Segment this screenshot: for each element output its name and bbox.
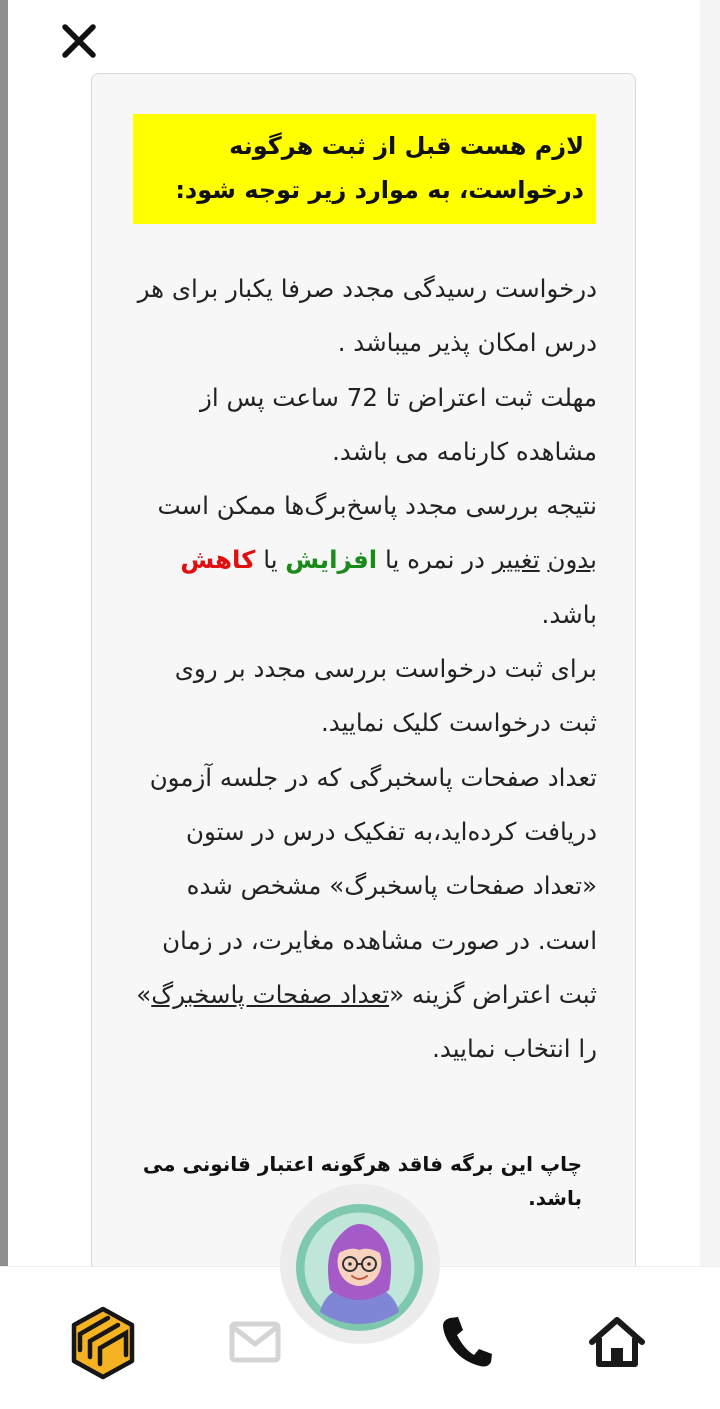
increase-word: افزایش <box>285 545 378 575</box>
underlined-change: تغییر <box>492 545 540 575</box>
contact-phone-button[interactable] <box>422 1300 508 1386</box>
rule-deadline: مهلت ثبت اعتراض تا 72 ساعت پس از مشاهده کارنامه می باشد. <box>200 382 597 466</box>
modal-side-strip <box>700 0 720 1266</box>
print-disclaimer: چاپ این برگه فاقد هرگونه اعتبار قانونی می باشد. <box>142 1152 582 1210</box>
decrease-word: کاهش <box>180 545 256 575</box>
phone-icon <box>422 1300 508 1386</box>
rule-result <box>132 479 597 642</box>
app-home-logo-button[interactable] <box>60 1300 146 1386</box>
rule-result-text: نتیجه بررسی مجدد پاسخ‌برگ‌ها ممکن است <box>157 491 597 521</box>
rule-answer-sheets-text: تعداد صفحات پاسخبرگی که در جلسه آزمون دریافت کرده‌اید،به تفکیک درس در ستون «تعداد صفحات پاسخبرگ» مشخص شده است. در صورت مشاهده مغایرت، در زمان ثبت اعتراض گزینه « <box>149 762 597 1009</box>
rule-result-or: یا <box>255 545 286 575</box>
notice-line-1: لازم هست قبل از ثبت هرگونه <box>229 132 584 160</box>
cube-logo-icon <box>60 1300 146 1386</box>
underlined-without: بدون <box>547 545 597 575</box>
close-icon <box>58 20 100 62</box>
mail-icon <box>212 1300 298 1386</box>
support-avatar-icon <box>296 1204 423 1331</box>
notice-highlight <box>133 114 596 224</box>
home-button[interactable] <box>574 1300 660 1386</box>
rule-how-to-submit: برای ثبت درخواست بررسی مجدد بر روی ثبت درخواست کلیک نمایید. <box>174 654 597 738</box>
notice-line-2: درخواست، به موارد زیر توجه شود: <box>175 176 584 204</box>
dialog-card <box>91 73 636 1303</box>
rule-once-per-course: درخواست رسیدگی مجدد صرفا یکبار برای هر درس امکان پذیر میباشد . <box>137 274 597 358</box>
instructions-text <box>132 262 597 1076</box>
rule-answer-sheets-end: » را انتخاب نمایید. <box>136 979 597 1064</box>
rule-result-mid: در نمره یا <box>377 545 493 575</box>
close-button[interactable] <box>58 20 100 62</box>
background-overlay-edge <box>0 0 8 1266</box>
home-icon <box>574 1300 660 1386</box>
rule-answer-sheets <box>132 751 597 1077</box>
support-avatar-button[interactable] <box>296 1204 423 1331</box>
rule-result-end: باشد. <box>541 599 597 629</box>
answer-sheet-option-label: تعداد صفحات پاسخبرگ <box>151 979 390 1009</box>
messages-button[interactable] <box>212 1300 298 1386</box>
